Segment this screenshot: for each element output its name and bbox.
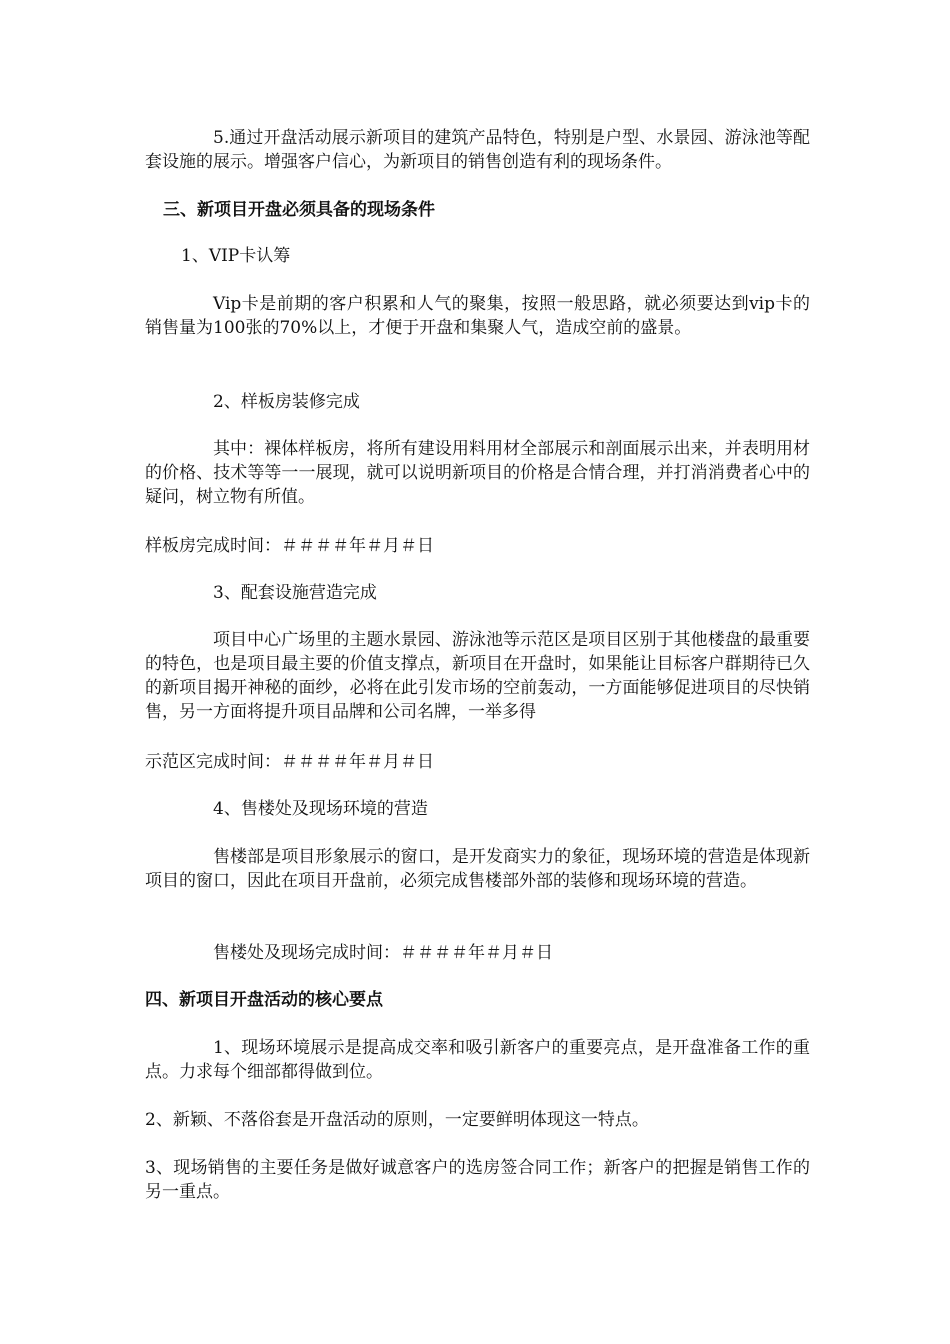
- section-3-heading: 三、新项目开盘必须具备的现场条件: [163, 200, 435, 220]
- section-3-item-2-time: 样板房完成时间：＃＃＃＃年＃月＃日: [145, 536, 434, 556]
- section-3-item-1-body: Vip卡是前期的客户积累和人气的聚集，按照一般思路，就必须要达到vip卡的销售量为100张的70%以上，才便于开盘和集聚人气，造成空前的盛景。: [145, 294, 810, 338]
- section-3-item-4-title: 4、售楼处及现场环境的营造: [213, 799, 428, 819]
- section-3-item-3-time: 示范区完成时间：＃＃＃＃年＃月＃日: [145, 752, 434, 772]
- section-3-item-1-title: 1、VIP卡认筹: [181, 246, 291, 266]
- paragraph-point-5: 5.通过开盘活动展示新项目的建筑产品特色，特别是户型、水景园、游泳池等配套设施的展示。增强客户信心，为新项目的销售创造有利的现场条件。: [145, 128, 810, 172]
- section-3-item-4-time: 售楼处及现场完成时间：＃＃＃＃年＃月＃日: [213, 943, 553, 963]
- section-4-item-1: 1、现场环境展示是提高成交率和吸引新客户的重要亮点，是开盘准备工作的重点。力求每个细部都得做到位。: [145, 1038, 810, 1082]
- section-4-heading: 四、新项目开盘活动的核心要点: [145, 990, 383, 1010]
- section-4-item-3: 3、现场销售的主要任务是做好诚意客户的选房签合同工作；新客户的把握是销售工作的另一重点。: [145, 1158, 810, 1202]
- section-3-item-2-title: 2、样板房装修完成: [213, 392, 360, 412]
- section-3-item-4-body: 售楼部是项目形象展示的窗口，是开发商实力的象征，现场环境的营造是体现新项目的窗口，因此在项目开盘前，必须完成售楼部外部的装修和现场环境的营造。: [145, 847, 810, 891]
- section-3-item-3-body: 项目中心广场里的主题水景园、游泳池等示范区是项目区别于其他楼盘的最重要的特色，也是项目最主要的价值支撑点，新项目在开盘时，如果能让目标客户群期待已久的新项目揭开神秘的面纱，必将在此引发市场的空前轰动，一方面能够促进项目的尽快销售，另一方面将提升项目品牌和公司名牌，一举多得: [145, 630, 810, 722]
- section-3-item-3-title: 3、配套设施营造完成: [213, 583, 377, 603]
- section-3-item-2-body: 其中：裸体样板房，将所有建设用料用材全部展示和剖面展示出来，并表明用材的价格、技术等等一一展现，就可以说明新项目的价格是合情合理，并打消消费者心中的疑问，树立物有所值。: [145, 439, 810, 507]
- section-4-item-2: 2、新颖、不落俗套是开盘活动的原则，一定要鲜明体现这一特点。: [145, 1110, 649, 1130]
